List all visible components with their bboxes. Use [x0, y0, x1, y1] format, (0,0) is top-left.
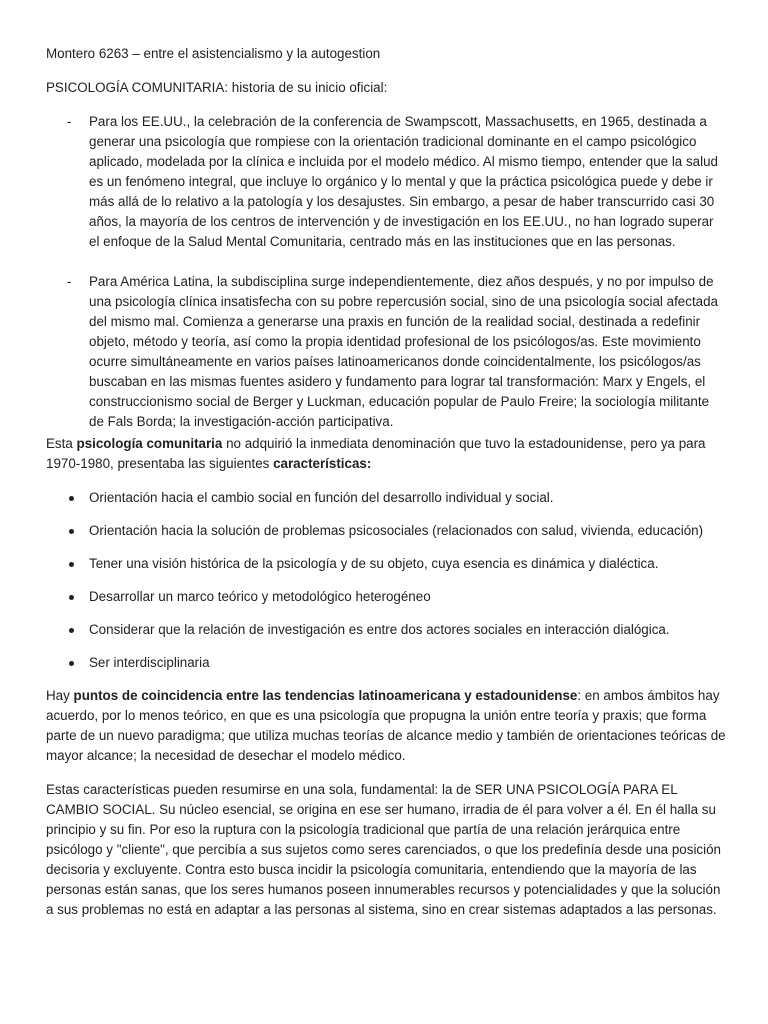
bold-run: puntos de coincidencia entre las tendencias latinoamericana y estadounidense: [73, 688, 578, 703]
section-title: PSICOLOGÍA COMUNITARIA: historia de su inicio oficial:: [46, 80, 388, 95]
text-run: no adquirió la inmediata denominación que tuvo la estadounidense, pero ya para 1970-1980, presentaba las siguientes: [46, 436, 706, 471]
list-item: [46, 620, 726, 640]
list-item-text: Para los EE.UU., la celebración de la conferencia de Swampscott, Massachusetts, en 1965, destinada a generar una psicología que rompiese con la orientación tradicional dominante en el campo psicológico aplicado, modelada por la clínica e incluida por el modelo médico. Al mismo tiempo, entender que la salud es un fenómeno integral, que incluye lo orgánico y lo mental y que la práctica psicológica puede y debe ir más allá de lo relativo a la patología y los desajustes. Sin embargo, a pesar de haber transcurrido casi 30 años, la mayoría de los centros de intervención y de investigación en los EE.UU., no han logrado superar el enfoque de la Salud Mental Comunitaria, centrado más en las instituciones que en las personas.: [89, 114, 718, 249]
text-run: Hay: [46, 688, 74, 703]
list-item-text: Orientación hacia el cambio social en función del desarrollo individual y social.: [89, 490, 554, 505]
paragraph-social-change: Estas características pueden resumirse en una sola, fundamental: la de SER UNA PSICOLOGÍA PARA EL CAMBIO SOCIAL. Su núcleo esencial, se origina en ese ser humano, irradia de él para volver a él. En él halla su principio y su fin. Por eso la ruptura con la psicología tradicional que partía de una relación jerárquica entre psicólogo y "cliente", que percibía a sus sujetos como seres carenciados, o que los predefinía desde una posición decisoria y excluyente. Contra esto busca incidir la psicología comunitaria, entendiendo que la mayoría de las personas están sanas, que los seres humanos poseen innumerables recursos y potencialidades y que la solución a sus problemas no está en adaptar a las personas al sistema, sino en crear sistemas adaptados a las personas.: [46, 782, 721, 917]
bullet-icon: [69, 661, 74, 666]
list-item-text: Considerar que la relación de investigación es entre dos actores sociales en interacción dialógica.: [89, 622, 670, 637]
list-item: [46, 554, 726, 574]
text-run: : en ambos ámbitos hay acuerdo, por lo menos teórico, en que es una psicología que propugna la unión entre teoría y praxis; que forma parte de un nuevo paradigma; que utiliza muchas teorías de alcance medio y también de orientaciones teóricas de mayor alcance; la necesidad de desechar el modelo médico.: [46, 688, 726, 763]
text-run: Esta: [46, 436, 77, 451]
document-page: [46, 44, 726, 920]
list-item-text: Ser interdisciplinaria: [89, 655, 210, 670]
dash-marker: -: [67, 274, 72, 289]
list-item: [46, 272, 726, 432]
bold-run: psicología comunitaria: [76, 436, 223, 451]
list-item: [46, 653, 726, 673]
bullet-icon: [69, 595, 74, 600]
list-item: [46, 488, 726, 508]
bullet-icon: [69, 562, 74, 567]
list-item-text: Tener una visión histórica de la psicología y de su objeto, cuya esencia es dinámica y dialéctica.: [89, 556, 659, 571]
bullet-icon: [69, 628, 74, 633]
list-item-text: Para América Latina, la subdisciplina surge independientemente, diez años después, y no por impulso de una psicología clínica insatisfecha con su pobre repercusión social, sino de una psicología social afectada del mismo mal. Comienza a generarse una praxis en función de la realidad social, destinada a redefinir objeto, método y teoría, así como la propia identidad profesional de los psicólogos/as. Este movimiento ocurre simultáneamente en varios países latinoamericanos donde coincidentalmente, los psicólogos/as buscaban en las mismas fuentes asidero y fundamento para lograr tal transformación: Marx y Engels, el construccionismo social de Berger y Luckman, educación popular de Paulo Freire; la sociología militante de Fals Borda; la investigación-acción participativa.: [89, 274, 719, 429]
paragraph-coincidences: [46, 686, 726, 766]
bullet-icon: [69, 529, 74, 534]
list-item-text: Desarrollar un marco teórico y metodológico heterogéneo: [89, 589, 431, 604]
document-title-line: Montero 6263 – entre el asistencialismo y la autogestion: [46, 46, 381, 61]
list-item-text: Orientación hacia la solución de problemas psicosociales (relacionados con salud, vivienda, educación): [89, 523, 704, 538]
dash-marker: -: [67, 114, 72, 129]
characteristics-bullet-list: [46, 488, 726, 673]
list-item: [46, 521, 726, 541]
history-dash-list: [46, 112, 726, 432]
bold-run: características:: [273, 456, 372, 471]
list-item: [46, 587, 726, 607]
paragraph-characteristics-intro: [46, 434, 726, 474]
list-item: [46, 112, 726, 252]
bullet-icon: [69, 496, 74, 501]
